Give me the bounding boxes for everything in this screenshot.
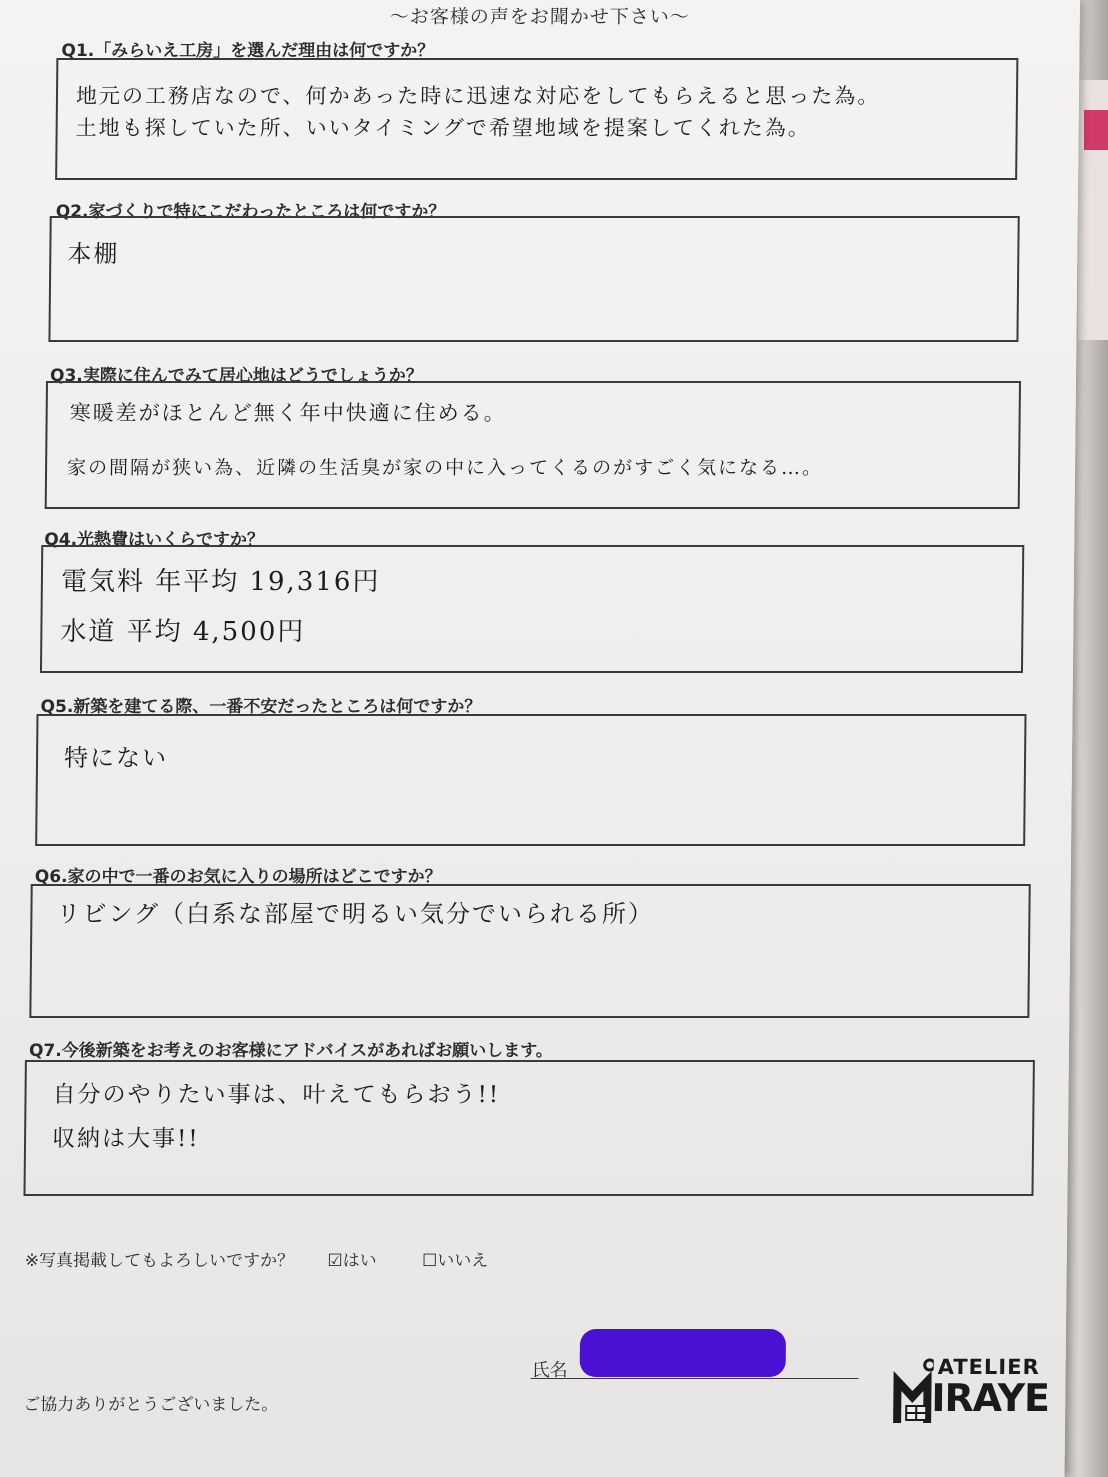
q2-answer-line-1: 本棚 bbox=[67, 240, 120, 268]
q7-label: Q7.今後新築をお考えのお客様にアドバイスがあればお願いします。 bbox=[28, 1041, 553, 1061]
q5-answer-line-1: 特にない bbox=[63, 744, 169, 772]
q6-answer-box bbox=[29, 884, 1030, 1018]
q1-answer-line-1: 地元の工務店なので、何かあった時に迅速な対応をしてもらえると思った為。 bbox=[75, 84, 881, 108]
background-magazine bbox=[1078, 80, 1108, 340]
q4-answer-line-2: 水道 平均 4,500円 bbox=[60, 617, 306, 647]
q3-answer-line-1: 寒暖差がほとんど無く年中快適に住める。 bbox=[69, 401, 507, 425]
logo-word-atelier: ATELIER bbox=[937, 1355, 1040, 1379]
logo-word-iraye: IRAYE bbox=[931, 1376, 1050, 1420]
q7-answer-line-1: 自分のやりたい事は、叶えてもらおう!! bbox=[52, 1082, 501, 1108]
name-redaction bbox=[580, 1329, 787, 1377]
q7-answer-box bbox=[23, 1060, 1034, 1196]
q4-answer-line-1: 電気料 年平均 19,316円 bbox=[60, 567, 381, 597]
q1-label: Q1.「みらいえ工房」を選んだ理由は何ですか？ bbox=[61, 41, 435, 61]
q7-answer-line-2: 収納は大事!! bbox=[51, 1126, 200, 1152]
atelier-miraye-logo bbox=[891, 1355, 1050, 1425]
survey-header: 〜お客様の声をお聞かせ下さい〜 bbox=[389, 6, 690, 28]
consent-yes-label: はい bbox=[342, 1251, 377, 1271]
magazine-edge bbox=[1084, 110, 1108, 150]
q6-answer-line-1: リビング（白系な部屋で明るい気分でいられる所） bbox=[56, 900, 655, 928]
thanks-message: ご協力ありがとうございました。 bbox=[23, 1395, 279, 1415]
q4-answer-box bbox=[40, 545, 1024, 673]
q3-answer-box bbox=[45, 381, 1021, 509]
q3-answer-line-2: 家の間隔が狭い為、近隣の生活臭が家の中に入ってくるのがすごく気になる…。 bbox=[66, 457, 824, 479]
consent-no-option[interactable] bbox=[422, 1251, 488, 1271]
q6-label: Q6.家の中で一番のお気に入りの場所はどこですか？ bbox=[34, 867, 442, 887]
unchecked-box-icon[interactable]: ☐ bbox=[422, 1251, 438, 1271]
q3-label: Q3.実際に住んでみて居心地はどうでしょうか？ bbox=[49, 366, 423, 386]
consent-no-label: いいえ bbox=[437, 1251, 489, 1271]
q4-label: Q4.光熱費はいくらですか？ bbox=[44, 530, 265, 550]
q5-answer-box bbox=[35, 714, 1026, 846]
q2-label: Q2.家づくりで特にこだわったところは何ですか？ bbox=[55, 202, 446, 222]
consent-yes-option[interactable] bbox=[327, 1251, 382, 1271]
q1-answer-line-2: 土地も探していた所、いいタイミングで希望地域を提案してくれた為。 bbox=[75, 116, 811, 140]
photo-consent bbox=[25, 1246, 489, 1271]
checked-box-icon[interactable]: ☑ bbox=[327, 1251, 343, 1271]
consent-question: ※写真掲載してもよろしいですか？ bbox=[24, 1251, 295, 1271]
q2-answer-box bbox=[48, 216, 1019, 342]
house-m-logo-icon bbox=[891, 1357, 934, 1423]
q1-answer-box bbox=[55, 58, 1018, 180]
name-field-line bbox=[531, 1378, 859, 1379]
q5-label: Q5.新築を建てる際、一番不安だったところは何ですか？ bbox=[40, 697, 482, 717]
name-label: 氏名 bbox=[531, 1360, 568, 1381]
